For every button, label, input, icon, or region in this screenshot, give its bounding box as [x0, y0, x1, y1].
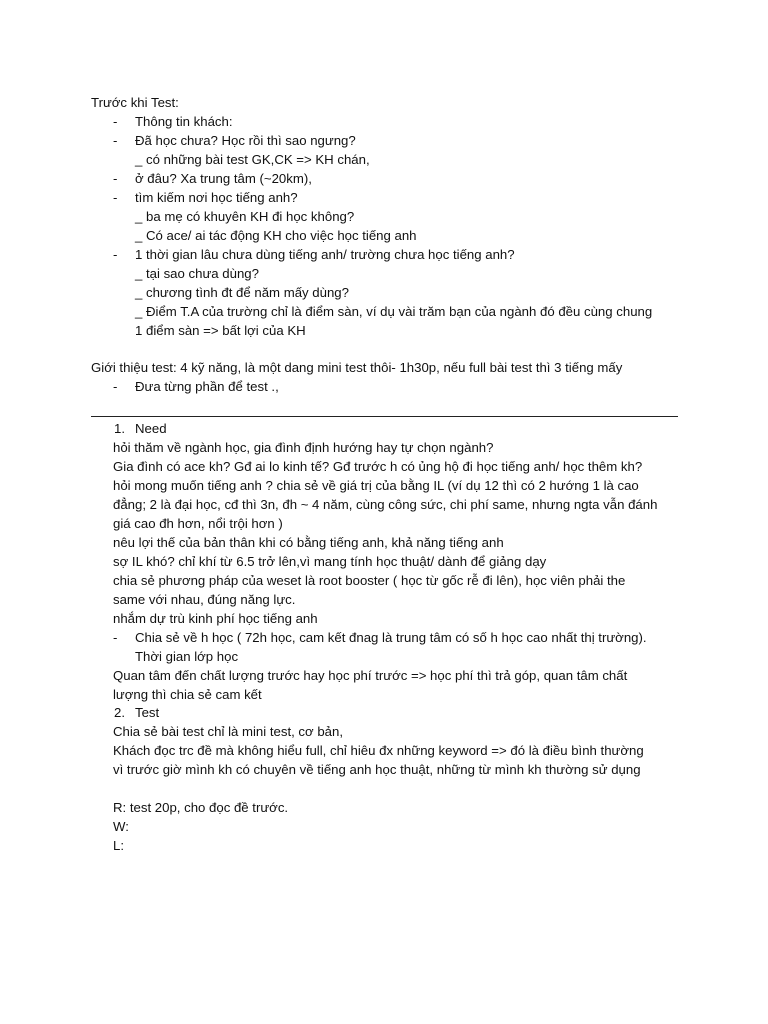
paragraph-line: chia sẻ phương pháp của weset là root booster ( học từ gốc rễ đi lên), học viên phải the: [113, 573, 626, 588]
list-item: ở đâu? Xa trung tâm (~20km),: [135, 171, 312, 186]
paragraph-line: Gia đình có ace kh? Gđ ai lo kinh tế? Gđ trước h có ủng hộ đi học tiếng anh/ học thêm kh?: [113, 459, 643, 474]
horizontal-divider: [91, 416, 678, 417]
list-item: Đưa từng phần để test .,: [135, 379, 279, 394]
paragraph-line: Quan tâm đến chất lượng trước hay học phí trước => học phí thì trả góp, quan tâm chất: [113, 668, 628, 683]
list-item: Thông tin khách:: [135, 114, 233, 129]
section-heading-before-test: Trước khi Test:: [91, 95, 179, 110]
bullet-dash: -: [113, 114, 118, 129]
listening-note: L:: [113, 838, 124, 853]
paragraph-line: Chia sẻ bài test chỉ là mini test, cơ bản,: [113, 724, 344, 739]
numbered-heading-need: Need: [135, 421, 167, 436]
paragraph-line: vì trước giờ mình kh có chuyên về tiếng anh học thuật, những từ mình kh thường sử dụng: [113, 762, 641, 777]
list-item: _ Điểm T.A của trường chỉ là điểm sàn, ví dụ vài trăm bạn của ngành đó đều cùng chung: [135, 304, 653, 319]
paragraph-line: sợ IL khó? chỉ khí từ 6.5 trở lên,vì mang tính học thuật/ dành để giảng dạy: [113, 554, 547, 569]
paragraph-line: nhắm dự trù kinh phí học tiếng anh: [113, 611, 318, 626]
bullet-dash: -: [113, 133, 118, 148]
bullet-dash: -: [113, 171, 118, 186]
list-item: _ chương tình đt để năm mấy dùng?: [135, 285, 349, 300]
paragraph-line: same với nhau, đúng năng lực.: [113, 592, 296, 607]
paragraph-line: hỏi thăm về ngành học, gia đình định hướng hay tự chọn ngành?: [113, 440, 494, 455]
paragraph-line: nêu lợi thế của bản thân khi có bằng tiếng anh, khả năng tiếng anh: [113, 535, 504, 550]
list-item: Chia sẻ về h học ( 72h học, cam kết đnag là trung tâm có số h học cao nhất thị trường).: [135, 630, 647, 645]
list-item: 1 thời gian lâu chưa dùng tiếng anh/ trường chưa học tiếng anh?: [135, 247, 515, 262]
numbered-heading-number: 1.: [114, 421, 125, 436]
list-item: 1 điểm sàn => bất lợi của KH: [135, 323, 306, 338]
writing-note: W:: [113, 819, 129, 834]
paragraph-line: giá cao đh hơn, nổi trội hơn ): [113, 516, 283, 531]
test-intro-paragraph: Giới thiệu test: 4 kỹ năng, là một dang mini test thôi- 1h30p, nếu full bài test thì 3 tiếng mấy: [91, 360, 623, 375]
list-item: _ Có ace/ ai tác động KH cho việc học tiếng anh: [135, 228, 417, 243]
paragraph-line: hỏi mong muốn tiếng anh ? chia sẻ về giá trị của bằng IL (ví dụ 12 thì có 2 hướng 1 là cao: [113, 478, 639, 493]
list-item: _ tại sao chưa dùng?: [135, 266, 259, 281]
list-item: Thời gian lớp học: [135, 649, 239, 664]
numbered-heading-number: 2.: [114, 705, 125, 720]
list-item: _ ba mẹ có khuyên KH đi học không?: [135, 209, 355, 224]
bullet-dash: -: [113, 630, 118, 645]
list-item: Đã học chưa? Học rồi thì sao ngưng?: [135, 133, 356, 148]
paragraph-line: lượng thì chia sẻ cam kết: [113, 687, 262, 702]
list-item: _ có những bài test GK,CK => KH chán,: [135, 152, 370, 167]
reading-note: R: test 20p, cho đọc đề trước.: [113, 800, 289, 815]
bullet-dash: -: [113, 379, 118, 394]
bullet-dash: -: [113, 190, 118, 205]
list-item: tìm kiếm nơi học tiếng anh?: [135, 190, 298, 205]
bullet-dash: -: [113, 247, 118, 262]
paragraph-line: Khách đọc trc đề mà không hiểu full, chỉ hiêu đx những keyword => đó là điều bình thường: [113, 743, 644, 758]
paragraph-line: đẳng; 2 là đại học, cđ thì 3n, đh ~ 4 năm, cùng công sức, chi phí same, nhưng ngta vẫn đánh: [113, 497, 658, 512]
numbered-heading-test: Test: [135, 705, 160, 720]
